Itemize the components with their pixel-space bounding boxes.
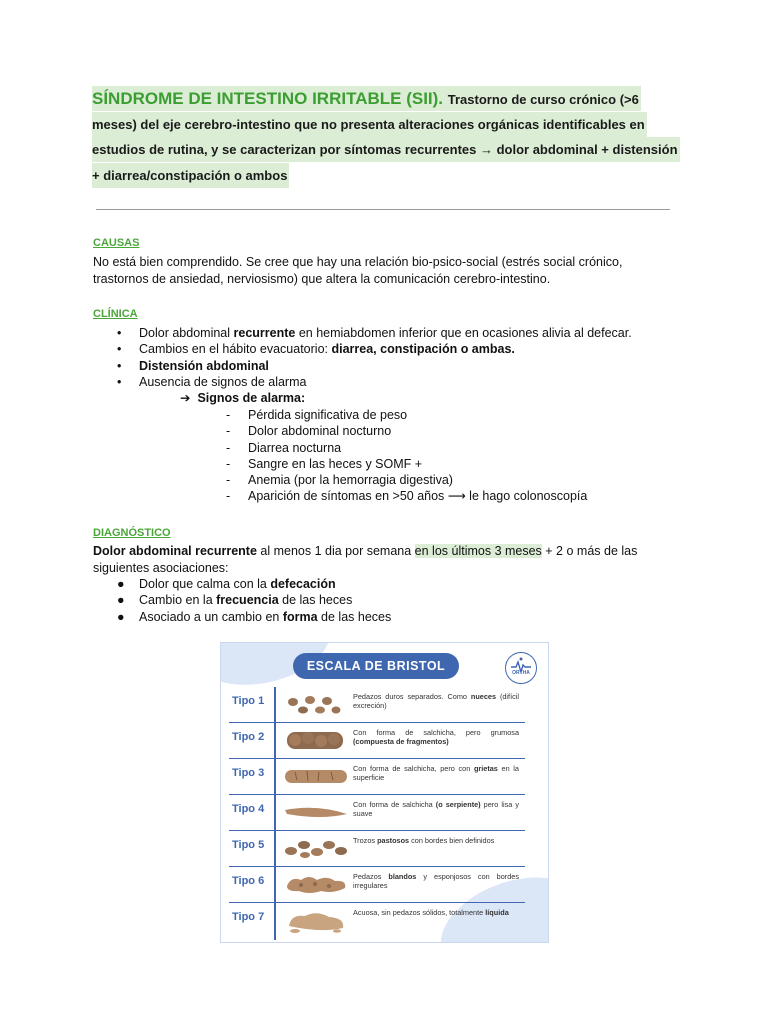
bristol-row bbox=[229, 759, 539, 795]
desc-bold: blandos bbox=[388, 872, 417, 881]
list-item: ● Cambio en la frecuencia de las heces bbox=[117, 593, 353, 608]
alarm-heading-text: Signos de alarma: bbox=[197, 391, 306, 405]
desc-bold: pastosos bbox=[377, 836, 410, 845]
list-item-text: de las heces bbox=[278, 593, 353, 608]
desc-text: Pedazos bbox=[353, 872, 389, 881]
list-item: - Aparición de síntomas en >50 años ⟶ le hago colonoscopía bbox=[226, 489, 588, 504]
tipo-description bbox=[353, 836, 519, 845]
desc-bold: líquida bbox=[485, 908, 509, 917]
stool-type-1-icon bbox=[281, 690, 351, 718]
list-item: • Distensión abdominal bbox=[117, 358, 269, 373]
desc-text: (difícil excreción) bbox=[353, 692, 519, 710]
bristol-row bbox=[229, 795, 539, 831]
stool-type-5-icon bbox=[281, 834, 351, 862]
heartbeat-icon bbox=[506, 653, 536, 683]
desc-bold: nueces bbox=[470, 692, 497, 701]
stool-type-7-icon bbox=[281, 906, 351, 934]
title-line-1 bbox=[92, 86, 641, 111]
bristol-scale-figure bbox=[220, 642, 549, 943]
list-item: ● Asociado a un cambio en forma de las heces bbox=[117, 609, 392, 624]
bristol-title: ESCALA DE BRISTOL bbox=[293, 653, 459, 679]
stool-type-6-icon bbox=[281, 870, 351, 898]
list-item-text: Aparición de síntomas en >50 años ⟶ le hago colonoscopía bbox=[248, 489, 588, 504]
list-item-text: de las heces bbox=[317, 609, 392, 624]
desc-text: Con forma de salchicha, pero grumosa bbox=[353, 728, 519, 737]
diagnostico-text bbox=[93, 543, 663, 576]
clinica-heading: CLÍNICA bbox=[93, 308, 138, 320]
diagnostico-text-part: + 2 o más de las siguientes asociaciones: bbox=[93, 544, 638, 575]
desc-text: Trozos bbox=[353, 836, 378, 845]
list-item-text: Cambios en el hábito evacuatorio: bbox=[139, 342, 332, 357]
desc-text: con bordes bien definidos bbox=[409, 836, 495, 845]
tipo-description bbox=[353, 872, 519, 890]
tipo-label: Tipo 2 bbox=[232, 731, 265, 743]
list-item: - Anemia (por la hemorragia digestiva) bbox=[226, 473, 453, 488]
diagnostico-heading: DIAGNÓSTICO bbox=[93, 527, 171, 539]
title-line-1-rest: Trastorno de curso crónico (>6 bbox=[447, 92, 639, 107]
desc-text: pero lisa y suave bbox=[353, 800, 519, 818]
bristol-row bbox=[229, 831, 539, 867]
desc-text: en la superficie bbox=[353, 764, 519, 782]
list-item: • Dolor abdominal recurrente en hemiabdomen inferior que en ocasiones alivia al defecar. bbox=[117, 326, 632, 340]
list-item-text: Dolor abdominal bbox=[139, 326, 234, 340]
bristol-row bbox=[229, 867, 539, 903]
list-item: - Pérdida significativa de peso bbox=[226, 408, 408, 422]
clinica-list bbox=[117, 325, 632, 390]
title-line-2: meses) del eje cerebro-intestino que no presenta alteraciones orgánicas identificables en bbox=[92, 112, 647, 137]
logo-text: ORTHA bbox=[512, 670, 530, 676]
stool-type-4-icon bbox=[281, 798, 351, 826]
list-item-bold: recurrente bbox=[233, 326, 296, 340]
diagnostico-highlight: en los últimos 3 meses bbox=[414, 544, 542, 558]
desc-bold: (compuesta de fragmentos) bbox=[353, 737, 449, 746]
list-item-text: Sangre en las heces y SOMF + bbox=[248, 456, 423, 471]
list-item: • Cambios en el hábito evacuatorio: diarrea, constipación o ambas. bbox=[117, 342, 515, 357]
diagnostico-list bbox=[117, 576, 391, 625]
diagnostico-text-part: al menos 1 dia por semana bbox=[256, 544, 415, 558]
causas-heading: CAUSAS bbox=[93, 237, 140, 249]
list-item: - Diarrea nocturna bbox=[226, 440, 342, 455]
desc-text: Con forma de salchicha bbox=[353, 800, 436, 809]
list-item-text: Dolor que calma con la bbox=[139, 577, 271, 591]
list-item-text: Pérdida significativa de peso bbox=[248, 408, 408, 422]
alarm-signs-heading bbox=[180, 390, 305, 405]
desc-text: Con forma de salchicha, pero con bbox=[353, 764, 474, 773]
desc-text: Acuosa, sin pedazos sólidos, totalmente bbox=[353, 908, 486, 917]
diagnostico-bold: Dolor abdominal recurrente bbox=[93, 544, 257, 558]
tipo-label: Tipo 4 bbox=[232, 803, 265, 815]
tipo-description bbox=[353, 692, 519, 710]
list-item-text: Ausencia de signos de alarma bbox=[139, 374, 307, 389]
page-title: SÍNDROME DE INTESTINO IRRITABLE (SII). bbox=[92, 89, 444, 108]
list-item: ● Dolor que calma con la defecación bbox=[117, 577, 336, 591]
desc-text: y esponjosos con bordes irregulares bbox=[353, 872, 519, 890]
tipo-label: Tipo 7 bbox=[232, 911, 265, 923]
bristol-row bbox=[229, 687, 539, 723]
tipo-description bbox=[353, 908, 519, 917]
desc-text: Pedazos duros separados. Como bbox=[353, 692, 471, 701]
desc-bold: grietas bbox=[473, 764, 498, 773]
list-item-text: Anemia (por la hemorragia digestiva) bbox=[248, 473, 453, 488]
list-item: • Ausencia de signos de alarma bbox=[117, 374, 307, 389]
list-item-text: Asociado a un cambio en bbox=[139, 609, 283, 624]
causas-text: No está bien comprendido. Se cree que hay una relación bio-psico-social (estrés social crónico, trastornos de ansiedad, nerviosismo) que altera la comunicación cerebro-intestino. bbox=[93, 255, 623, 286]
list-item-bold: frecuencia bbox=[216, 593, 279, 608]
bristol-row bbox=[229, 903, 539, 939]
tipo-label: Tipo 6 bbox=[232, 875, 265, 887]
list-item-bold: Distensión abdominal bbox=[139, 358, 269, 373]
tipo-description bbox=[353, 764, 519, 782]
title-block bbox=[92, 86, 678, 188]
stool-type-3-icon bbox=[281, 762, 351, 790]
tipo-label: Tipo 1 bbox=[232, 695, 265, 707]
list-item: - Sangre en las heces y SOMF + bbox=[226, 456, 423, 471]
title-line-3: estudios de rutina, y se caracterizan por síntomas recurrentes → dolor abdominal + distensión bbox=[92, 137, 680, 162]
list-item: - Dolor abdominal nocturno bbox=[226, 424, 392, 439]
horizontal-divider bbox=[96, 209, 670, 210]
tipo-label: Tipo 5 bbox=[232, 839, 265, 851]
alarm-signs-list bbox=[226, 407, 587, 505]
list-item-bold: diarrea, constipación o ambas. bbox=[331, 342, 515, 357]
tipo-description bbox=[353, 728, 519, 746]
tipo-label: Tipo 3 bbox=[232, 767, 265, 779]
bristol-row bbox=[229, 723, 539, 759]
list-item-text: Cambio en la bbox=[139, 593, 217, 608]
arrow-right-icon: ➔ bbox=[180, 391, 191, 405]
desc-bold: (o serpiente) bbox=[435, 800, 481, 809]
list-item-text: Dolor abdominal nocturno bbox=[248, 424, 392, 439]
stool-type-2-icon bbox=[281, 726, 351, 754]
list-item-bold: forma bbox=[282, 609, 318, 624]
list-item-text: en hemiabdomen inferior que en ocasiones alivia al defecar. bbox=[295, 326, 632, 340]
ortha-logo bbox=[505, 652, 537, 684]
title-line-4: + diarrea/constipación o ambos bbox=[92, 163, 289, 188]
tipo-description bbox=[353, 800, 519, 818]
list-item-bold: defecación bbox=[270, 577, 336, 591]
list-item-text: Diarrea nocturna bbox=[248, 440, 342, 455]
